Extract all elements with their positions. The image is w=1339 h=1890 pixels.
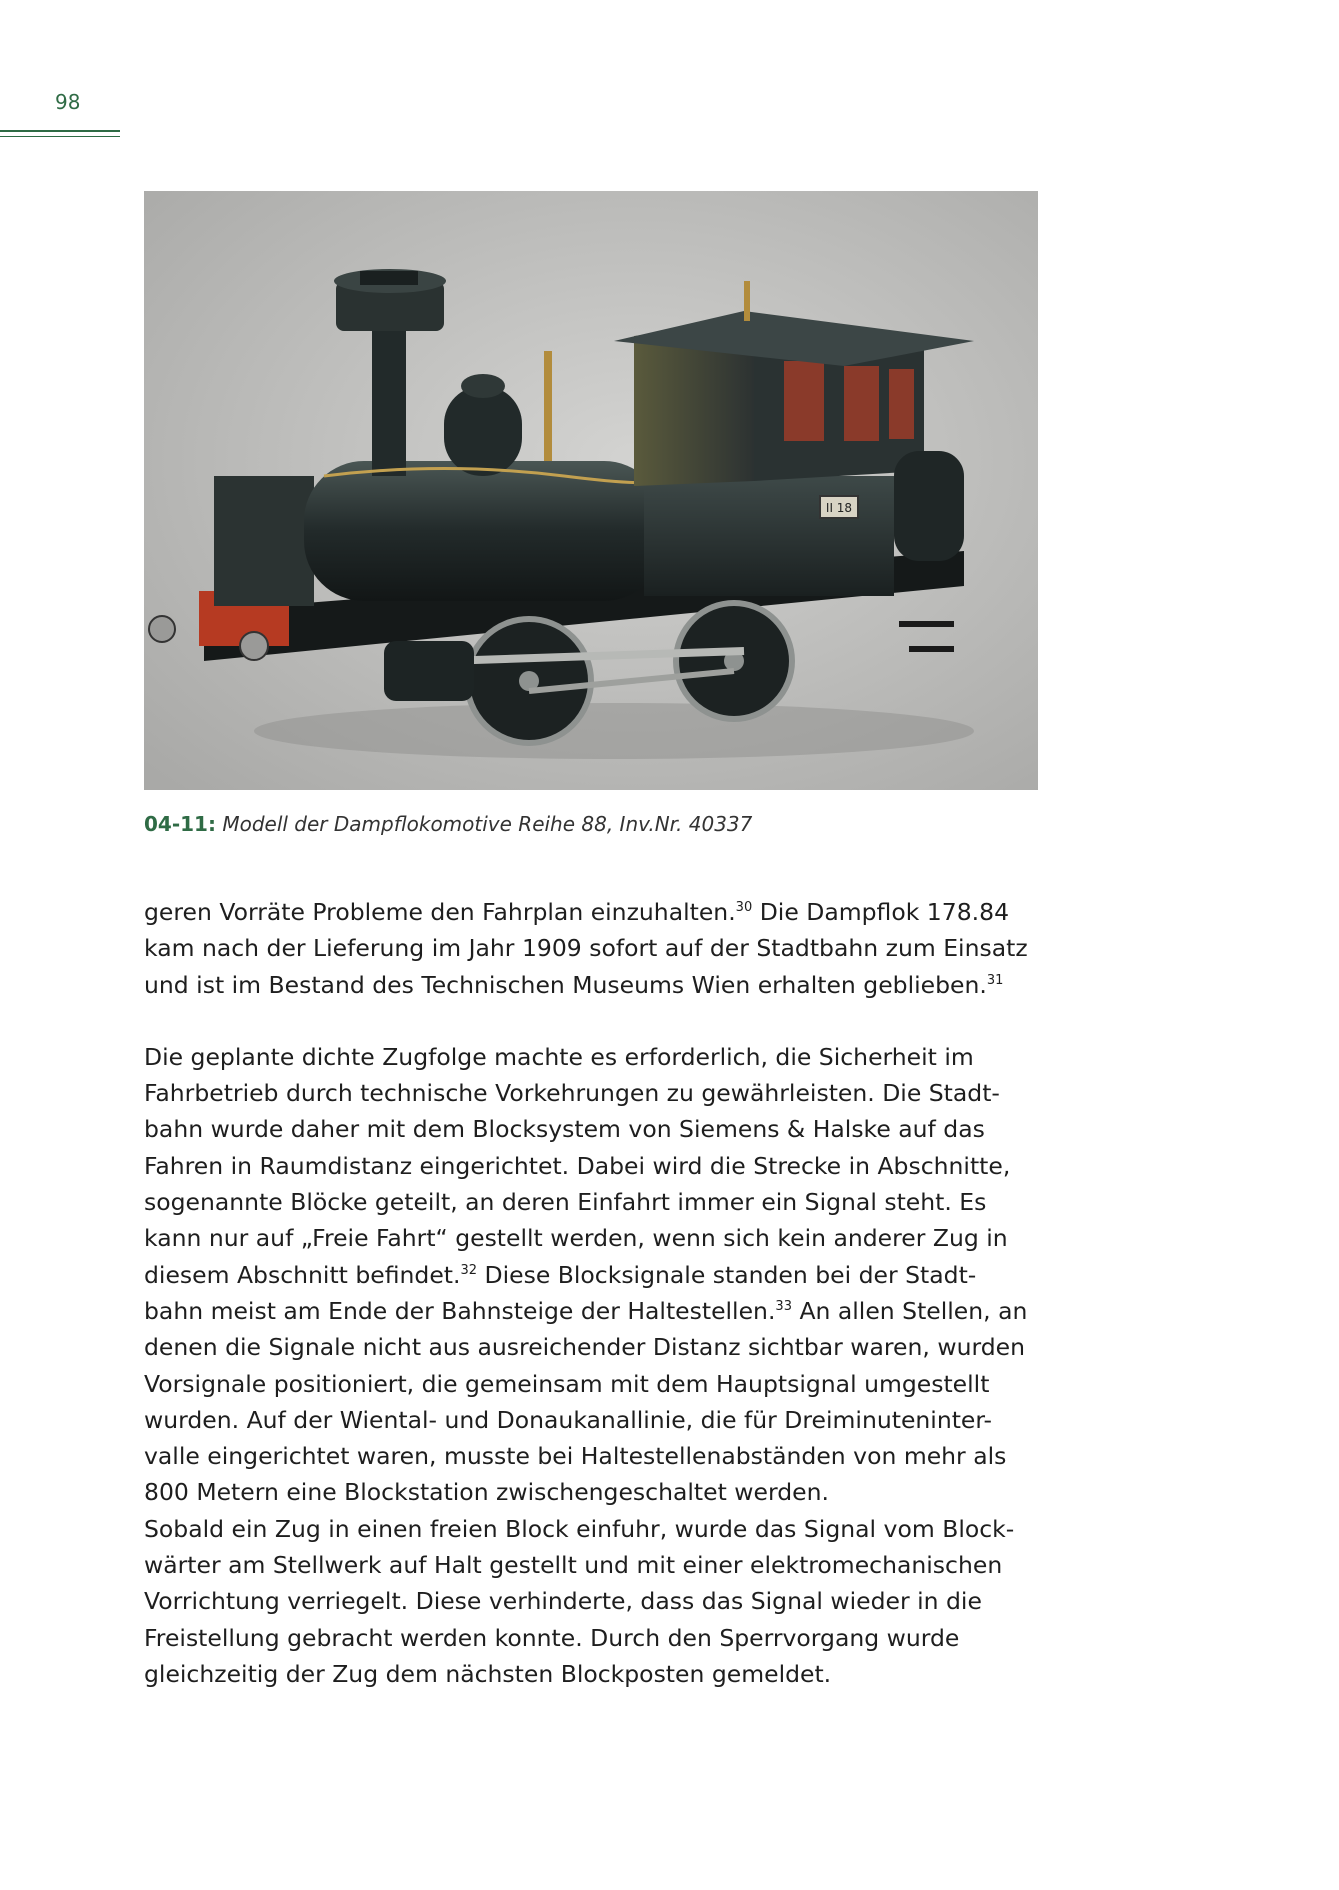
paragraph-1 xyxy=(144,894,1044,1003)
figure-caption xyxy=(144,811,1044,837)
text-line: kann nur auf „Freie Fahrt“ gestellt werden, wenn sich kein anderer Zug in xyxy=(144,1224,1008,1253)
header-rule-thin xyxy=(0,136,120,137)
footnote-ref[interactable]: 30 xyxy=(735,900,753,916)
text-line: Die geplante dichte Zugfolge machte es erforderlich, die Sicherheit im xyxy=(144,1042,974,1071)
text-line: wärter am Stellwerk auf Halt gestellt und mit einer elektromechanischen xyxy=(144,1551,1003,1580)
text-line: Vorrichtung verriegelt. Diese verhinderte, dass das Signal wieder in die xyxy=(144,1587,982,1616)
paragraph-gap xyxy=(144,1003,1044,1039)
text-line: geren Vorräte Probleme den Fahrplan einzuhalten.$^{30}$ Die Dampflok 178.84 xyxy=(144,898,1010,926)
text-line: diesem Abschnitt befindet.$^{32}$ Diese Blocksignale standen bei der Stadt- xyxy=(144,1260,977,1289)
figure-label: 04-11: xyxy=(144,812,216,836)
text-line: sogenannte Blöcke geteilt, an deren Einfahrt immer ein Signal steht. Es xyxy=(144,1188,987,1217)
figure-caption-text: Modell der Dampflokomotive Reihe 88, Inv.Nr. 40337 xyxy=(222,812,753,836)
text-line: kam nach der Lieferung im Jahr 1909 sofort auf der Stadtbahn zum Einsatz xyxy=(144,934,1028,963)
footnote-ref[interactable]: 32 xyxy=(460,1262,478,1278)
body-text xyxy=(144,894,1044,1692)
text-line: bahn meist am Ende der Bahnsteige der Haltestellen.$^{33}$ An allen Stellen, an xyxy=(144,1296,1028,1325)
footnote-ref[interactable]: 31 xyxy=(986,972,1004,988)
text-line: Fahren in Raumdistanz eingerichtet. Dabei wird die Strecke in Abschnitte, xyxy=(144,1151,1011,1180)
text-line: Sobald ein Zug in einen freien Block einfuhr, wurde das Signal vom Block- xyxy=(144,1514,1015,1543)
number-plate-text: II 18 xyxy=(825,501,853,515)
paragraph-2 xyxy=(144,1039,1044,1692)
text-line: Vorsignale positioniert, die gemeinsam mit dem Hauptsignal umgestellt xyxy=(144,1369,990,1398)
text-line: und ist im Bestand des Technischen Museums Wien erhalten geblieben.$^{31}$ xyxy=(144,970,1004,999)
text-line: valle eingerichtet waren, musste bei Haltestellenabständen von mehr als xyxy=(144,1442,1007,1471)
page-number: 98 xyxy=(55,90,81,114)
text-line: denen die Signale nicht aus ausreichender Distanz sichtbar waren, wurden xyxy=(144,1333,1025,1362)
text-line: gleichzeitig der Zug dem nächsten Blockposten gemeldet. xyxy=(144,1659,832,1688)
footnote-ref[interactable]: 33 xyxy=(775,1299,792,1315)
text-line: Freistellung gebracht werden konnte. Durch den Sperrvorgang wurde xyxy=(144,1623,960,1652)
header-rule xyxy=(0,130,120,132)
locomotive-photo xyxy=(144,191,1038,790)
text-line: Fahrbetrieb durch technische Vorkehrungen zu gewährleisten. Die Stadt- xyxy=(144,1079,1000,1108)
text-line: bahn wurde daher mit dem Blocksystem von Siemens & Halske auf das xyxy=(144,1115,985,1144)
text-line: wurden. Auf der Wiental- und Donaukanallinie, die für Dreiminuteninter- xyxy=(144,1405,993,1434)
text-line: 800 Metern eine Blockstation zwischengeschaltet werden. xyxy=(144,1478,829,1507)
